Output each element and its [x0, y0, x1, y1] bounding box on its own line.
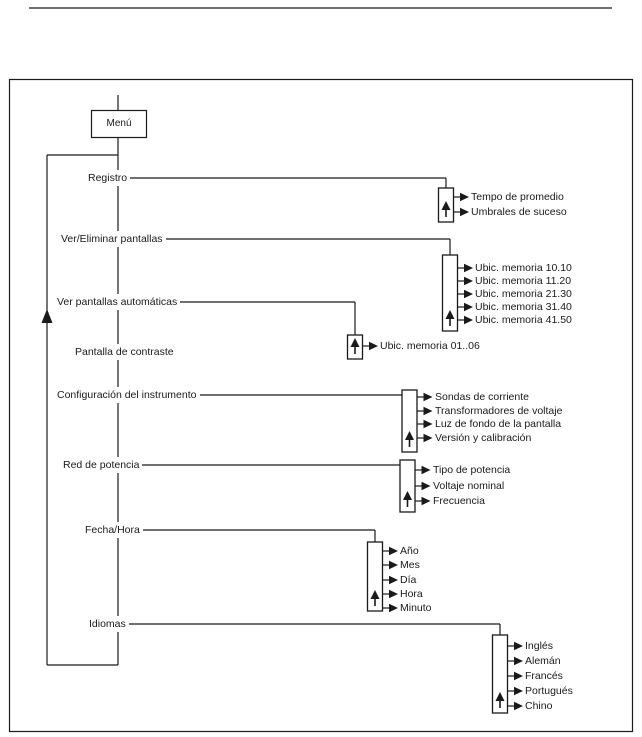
right-arrowhead-icon — [508, 657, 524, 665]
right-arrowhead-icon — [383, 561, 399, 569]
right-arrowhead-icon — [508, 642, 524, 650]
right-arrowhead-icon — [508, 687, 524, 695]
right-arrowhead-icon — [417, 434, 433, 442]
submenu-item-dia: Día — [400, 574, 417, 586]
menu-root-label: Menú — [106, 118, 132, 129]
right-arrowhead-icon — [383, 604, 399, 612]
submenu-item-ano: Año — [400, 545, 419, 557]
nav-key-red — [400, 460, 431, 512]
right-arrowhead-icon — [383, 576, 399, 584]
submenu-item-ubic-memoria-31-40: Ubic. memoria 31.40 — [475, 301, 572, 313]
right-arrowhead-icon — [508, 702, 524, 710]
submenu-item-minuto: Minuto — [400, 602, 432, 614]
menu-item-configuracion-instrumento: Configuración del instrumento — [54, 387, 200, 403]
submenu-item-tipo-de-potencia: Tipo de potencia — [433, 464, 511, 476]
menu-item-idiomas: Idiomas — [86, 616, 129, 632]
menu-item-fecha-hora: Fecha/Hora — [82, 522, 143, 538]
nav-key-ver-eliminar — [443, 255, 474, 331]
menu-item-ver-eliminar-pantallas: Ver/Eliminar pantallas — [58, 231, 166, 247]
nav-key-idiomas — [493, 635, 524, 713]
menu-item-registro: Registro — [85, 170, 130, 186]
right-arrowhead-icon — [417, 407, 433, 415]
submenu-item-transformadores-de-voltaje: Transformadores de voltaje — [435, 405, 563, 417]
right-arrowhead-icon — [458, 303, 474, 311]
submenu-item-ubic-memoria-10-10: Ubic. memoria 10.10 — [475, 262, 572, 274]
right-arrowhead-icon — [383, 547, 399, 555]
right-arrowhead-icon — [383, 590, 399, 598]
submenu-item-frecuencia: Frecuencia — [433, 495, 485, 507]
right-arrowhead-icon — [454, 193, 470, 201]
right-arrowhead-icon — [458, 277, 474, 285]
right-arrowhead-icon — [417, 393, 433, 401]
submenu-item-hora: Hora — [400, 588, 423, 600]
submenu-item-ubic-memoria-11-20: Ubic. memoria 11.20 — [475, 275, 572, 287]
right-arrowhead-icon — [415, 466, 431, 474]
submenu-item-voltaje-nominal: Voltaje nominal — [433, 480, 505, 492]
right-arrowhead-icon — [363, 342, 379, 350]
submenu-item-ubic-memoria-01-06: Ubic. memoria 01..06 — [380, 340, 480, 352]
submenu-item-tempo-de-promedio: Tempo de promedio — [471, 191, 564, 203]
nav-key-registro — [439, 188, 470, 222]
submenu-item-aleman: Alemán — [525, 655, 561, 667]
submenu-item-version-y-calibracion: Versión y calibración — [435, 432, 532, 444]
submenu-item-mes: Mes — [400, 559, 420, 571]
submenu-item-ingles: Inglés — [525, 640, 554, 652]
submenu-item-ubic-memoria-41-50: Ubic. memoria 41.50 — [475, 314, 572, 326]
loop-up-arrow-icon — [42, 309, 53, 323]
menu-item-red-de-potencia: Red de potencia — [60, 457, 142, 473]
right-arrowhead-icon — [508, 672, 524, 680]
nav-key-automaticas — [348, 335, 379, 359]
right-arrowhead-icon — [415, 497, 431, 505]
nav-key-configuracion — [402, 390, 433, 452]
menu-item-pantalla-de-contraste: Pantalla de contraste — [72, 344, 177, 360]
right-arrowhead-icon — [458, 316, 474, 324]
submenu-item-sondas-de-corriente: Sondas de corriente — [435, 391, 529, 403]
submenu-item-frances: Francés — [525, 670, 563, 682]
nav-key-fecha-hora — [368, 542, 399, 612]
submenu-item-luz-de-fondo: Luz de fondo de la pantalla — [435, 418, 562, 430]
right-arrowhead-icon — [454, 208, 470, 216]
right-arrowhead-icon — [458, 264, 474, 272]
right-arrowhead-icon — [415, 482, 431, 490]
submenu-item-portugues: Portugués — [525, 685, 573, 697]
right-arrowhead-icon — [458, 290, 474, 298]
menu-item-ver-pantallas-automaticas: Ver pantallas automáticas — [54, 294, 180, 310]
submenu-item-ubic-memoria-21-30: Ubic. memoria 21.30 — [475, 288, 572, 300]
right-arrowhead-icon — [417, 420, 433, 428]
submenu-item-chino: Chino — [525, 700, 553, 712]
submenu-item-umbrales-de-suceso: Umbrales de suceso — [471, 206, 567, 218]
